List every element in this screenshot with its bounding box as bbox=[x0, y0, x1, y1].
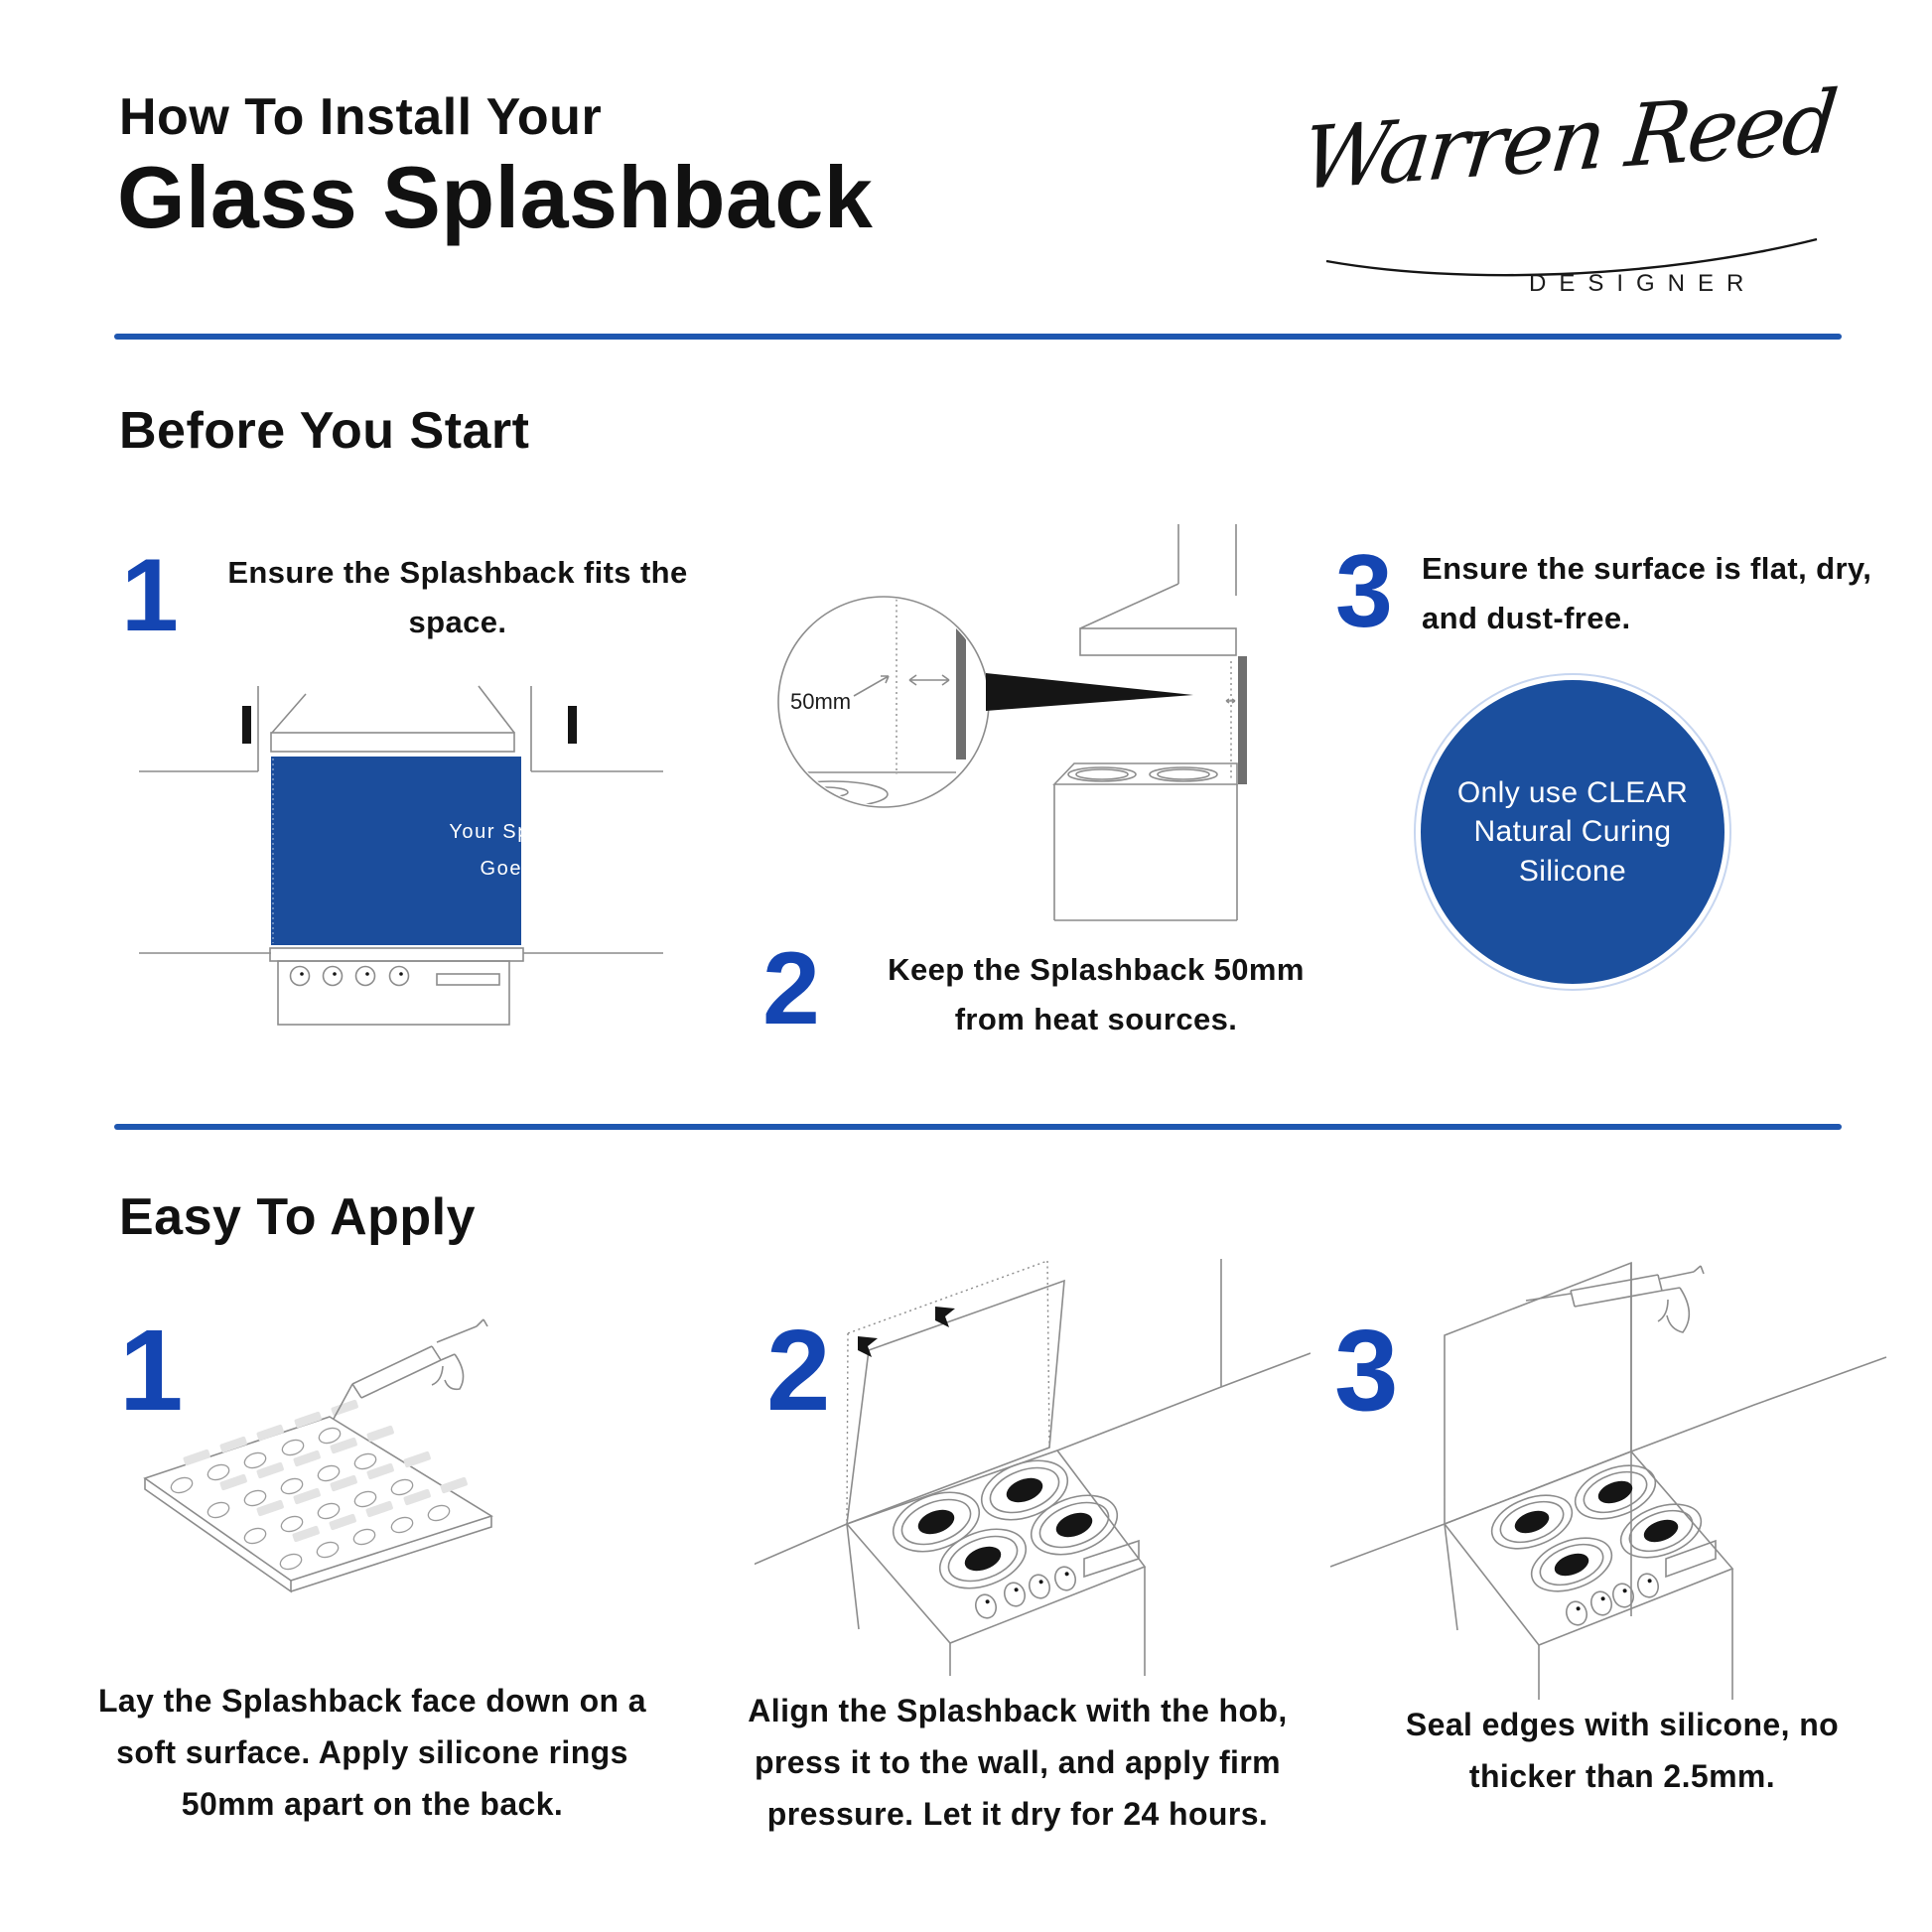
apply-step2-caption: Align the Splashback with the hob, press it to the wall, and apply firm pressure. Let it dry for 24 hours. bbox=[748, 1693, 1288, 1832]
gap-measure-label: 50mm bbox=[790, 689, 852, 714]
countertop-lines bbox=[1330, 1357, 1886, 1567]
badge-line1: Only use CLEAR bbox=[1456, 775, 1689, 809]
splashback-board bbox=[145, 1417, 491, 1591]
burner bbox=[1613, 1494, 1708, 1568]
before-step3-text: Ensure the surface is flat, dry, and dust-free. bbox=[1422, 551, 1872, 635]
heat-gap-illustration bbox=[774, 524, 1283, 936]
apply-step3-number: 3 bbox=[1334, 1306, 1399, 1435]
before-step1-text: Ensure the Splashback fits the space. bbox=[227, 555, 688, 639]
before-step2-number: 2 bbox=[762, 931, 820, 1046]
seal-edges-illustration bbox=[1330, 1253, 1911, 1700]
apply-step3-caption: Seal edges with silicone, no thicker than 2.5mm. bbox=[1405, 1707, 1840, 1794]
silicone-ring-pattern bbox=[163, 1399, 476, 1572]
splashback-edge bbox=[956, 621, 966, 759]
hob-display bbox=[437, 974, 499, 985]
upper-cabinet-left bbox=[139, 686, 258, 771]
section-title-before: Before You Start bbox=[119, 402, 530, 460]
hob-display bbox=[1666, 1541, 1716, 1577]
placeholder-line1: Your Splashback bbox=[449, 821, 621, 843]
burner bbox=[931, 1518, 1034, 1599]
cabinet-handle-icon bbox=[568, 706, 577, 744]
mini-splashback-edge bbox=[1238, 656, 1247, 784]
cooker-hood bbox=[271, 686, 514, 752]
placeholder-line2: Goes Here bbox=[480, 858, 591, 880]
pointer-wedge bbox=[986, 673, 1193, 711]
section-title-apply: Easy To Apply bbox=[119, 1188, 477, 1246]
silicone-note-badge bbox=[1414, 673, 1731, 991]
apply-step2-number: 2 bbox=[766, 1306, 831, 1435]
burner bbox=[885, 1481, 987, 1563]
mini-hood bbox=[1080, 524, 1236, 655]
silicone-rings-illustration bbox=[139, 1263, 695, 1660]
apply-step1-number: 1 bbox=[119, 1306, 184, 1435]
section-divider-bottom bbox=[114, 1124, 1842, 1130]
page-title-line1: How To Install Your bbox=[119, 88, 603, 146]
hob-top bbox=[1445, 1451, 1732, 1645]
section-divider-top bbox=[114, 334, 1842, 340]
splashback-placeholder-label bbox=[410, 757, 660, 945]
hob-top bbox=[847, 1449, 1145, 1643]
before-step3-number: 3 bbox=[1335, 534, 1393, 649]
arrow-icon bbox=[858, 1336, 878, 1357]
hob-front bbox=[1445, 1524, 1732, 1700]
hob-front bbox=[847, 1524, 1145, 1676]
mini-cooker bbox=[1054, 763, 1237, 920]
brand-signature: Warren Reed bbox=[1298, 71, 1840, 210]
before-step1-number: 1 bbox=[121, 538, 179, 653]
burner bbox=[1023, 1484, 1125, 1566]
brand-subtitle: DESIGNER bbox=[1529, 270, 1757, 297]
badge-line3: Silicone bbox=[1518, 854, 1627, 888]
silicone-note-text bbox=[1421, 680, 1725, 984]
cabinet-handle-icon bbox=[242, 706, 251, 744]
hob-front bbox=[270, 948, 523, 1025]
before-step2-text: Keep the Splashback 50mm from heat sources. bbox=[888, 952, 1305, 1036]
apply-step1-caption: Lay the Splashback face down on a soft surface. Apply silicone rings 50mm apart on the back. bbox=[97, 1683, 646, 1822]
burner bbox=[973, 1449, 1075, 1531]
arrow-icon bbox=[935, 1307, 955, 1327]
page-title-line2: Glass Splashback bbox=[117, 148, 874, 246]
burner bbox=[1568, 1455, 1662, 1529]
align-splashback-illustration bbox=[755, 1259, 1311, 1676]
badge-line2: Natural Curing bbox=[1473, 815, 1672, 849]
caulking-gun-icon bbox=[1526, 1266, 1704, 1332]
